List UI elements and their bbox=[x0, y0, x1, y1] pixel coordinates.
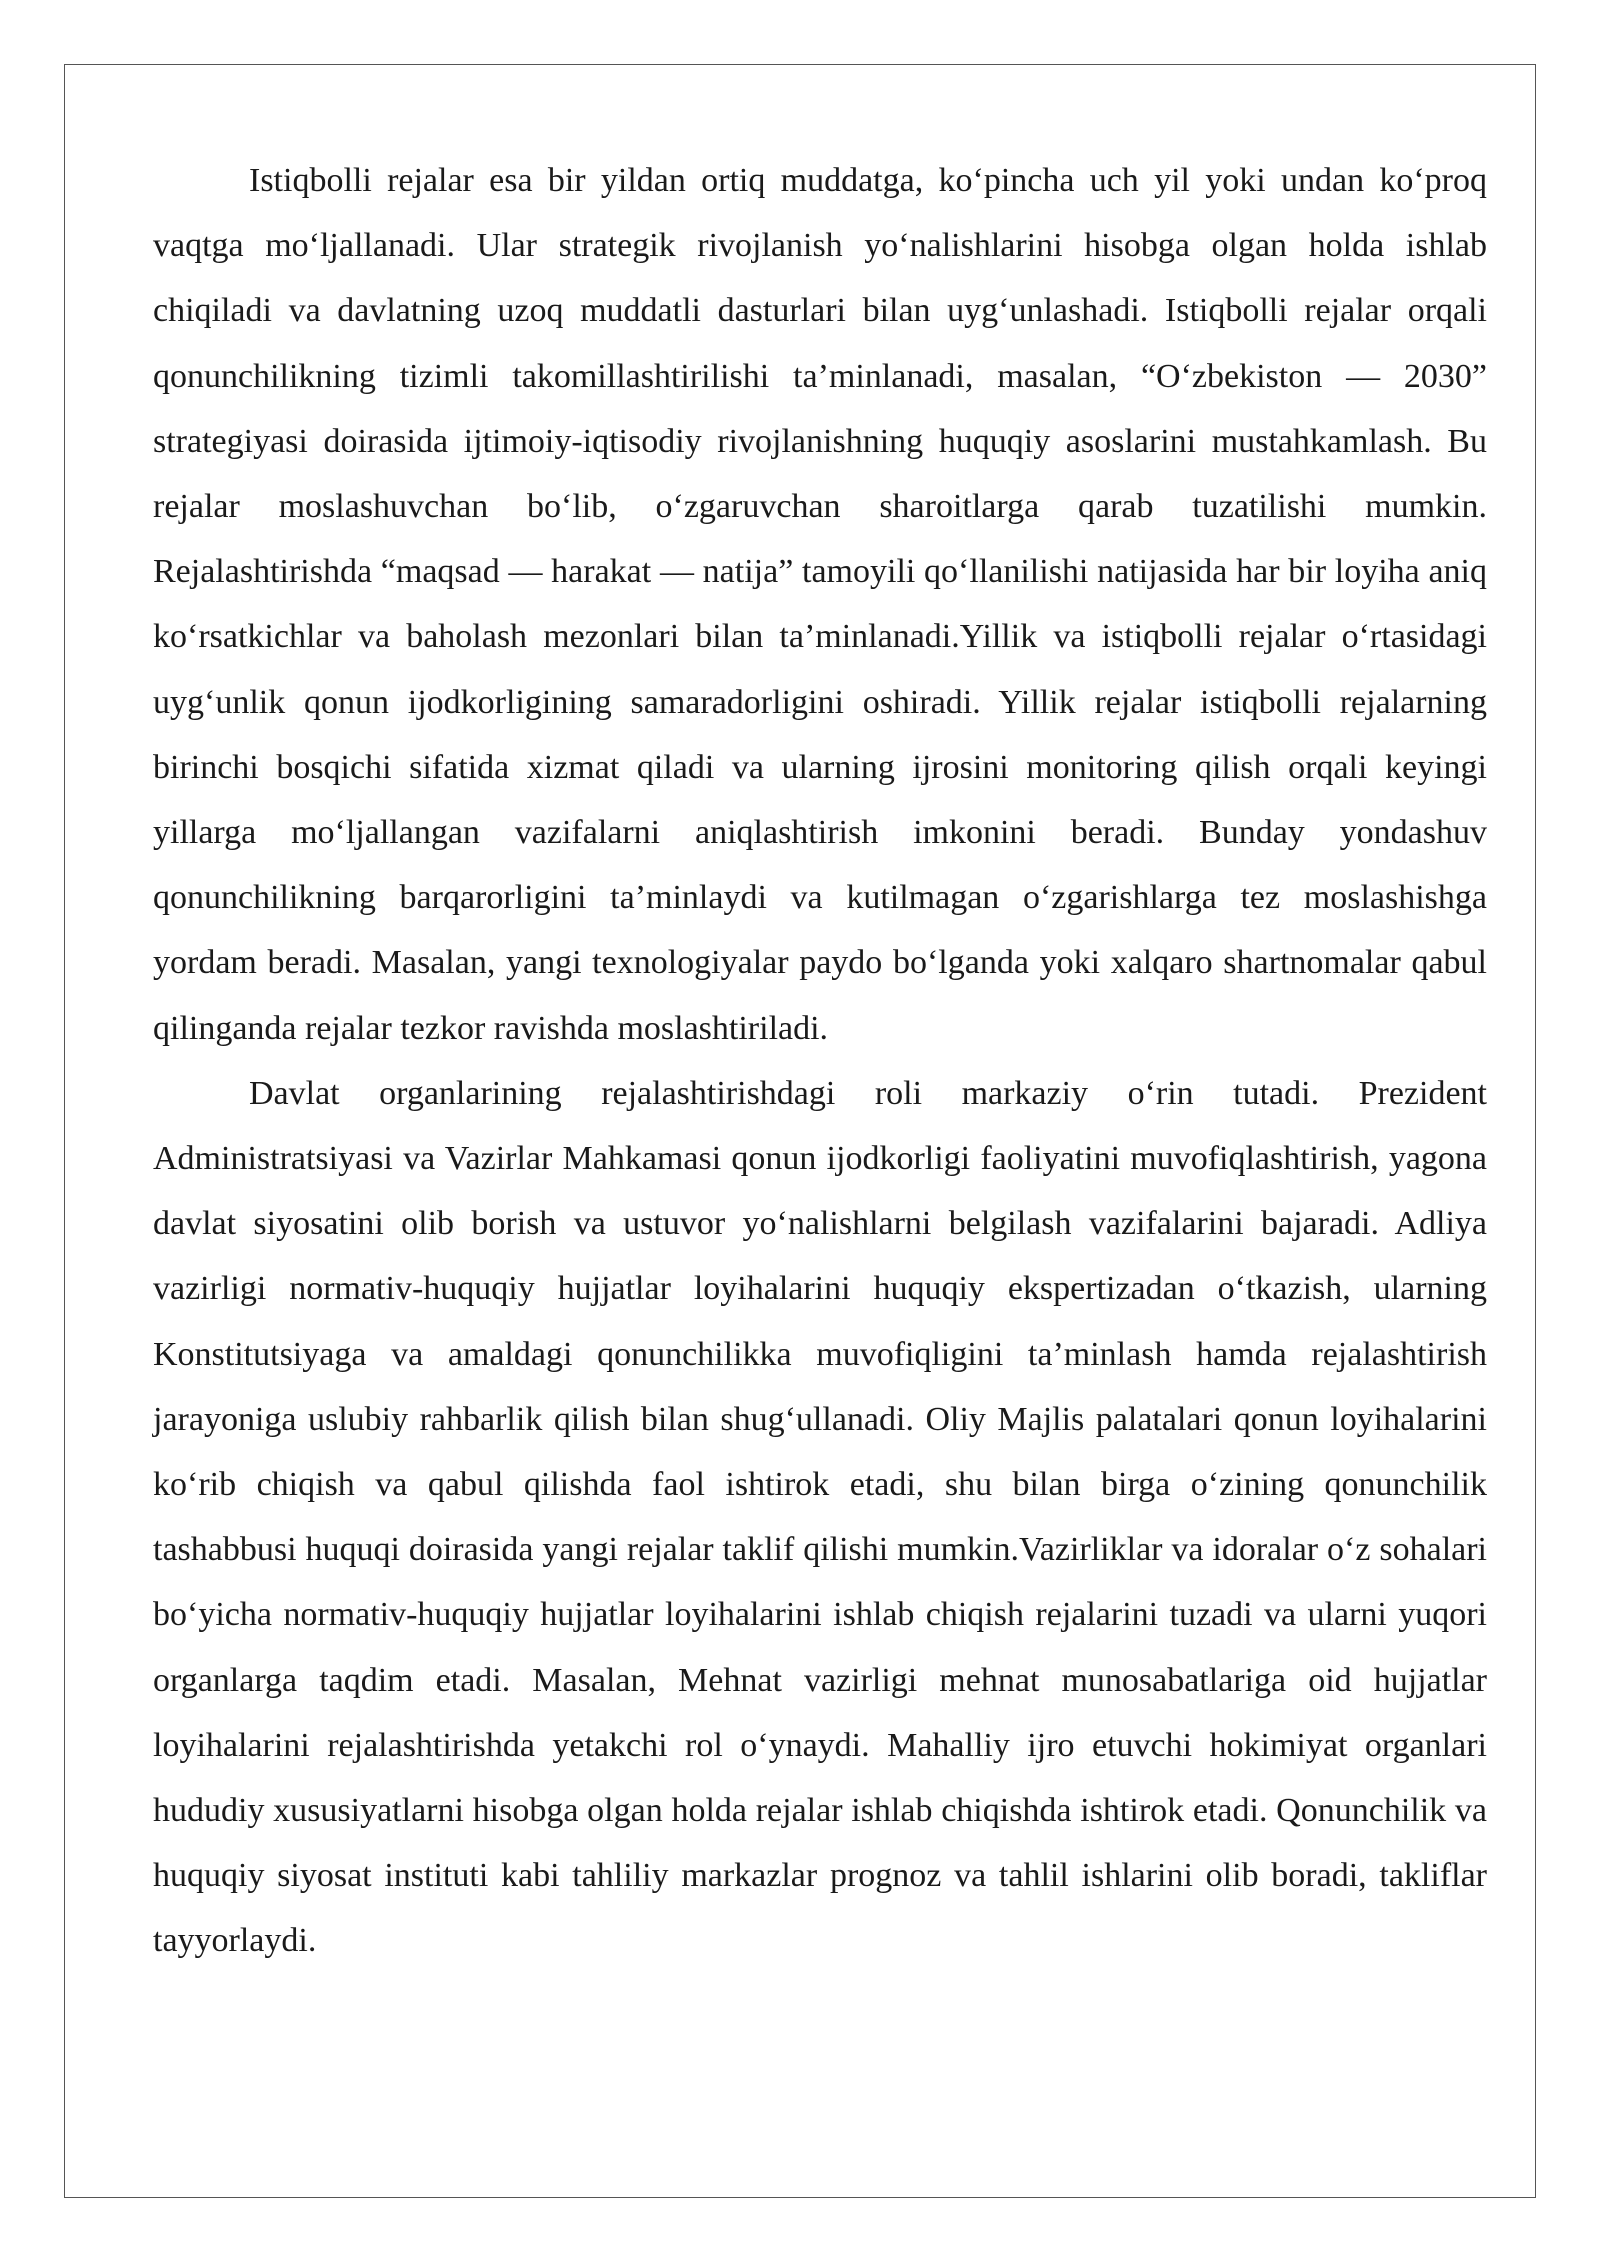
paragraph-1: Istiqbolli rejalar esa bir yildan ortiq muddatga, ko‘pincha uch yil yoki undan ko‘proq vaqtga mo‘ljallanadi. Ular strategik rivojlanish yo‘nalishlarini hisobga olgan holda ishlab chiqiladi va davlatning uzoq muddatli dasturlari bilan uyg‘unlashadi. Istiqbolli rejalar orqali qonunchilikning tizimli takomillashtirilishi ta’minlanadi, masalan, “O‘zbekiston — 2030” strategiyasi doirasida ijtimoiy-iqtisodiy rivojlanishning huquqiy asoslarini mustahkamlash. Bu rejalar moslashuvchan bo‘lib, o‘zgaruvchan sharoitlarga qarab tuzatilishi mumkin. Rejalashtirishda “maqsad — harakat — natija” tamoyili qo‘llanilishi natijasida har bir loyiha aniq ko‘rsatkichlar va baholash mezonlari bilan ta’minlanadi.Yillik va istiqbolli rejalar o‘rtasidagi uyg‘unlik qonun ijodkorligining samaradorligini oshiradi. Yillik rejalar istiqbolli rejalarning birinchi bosqichi sifatida xizmat qiladi va ularning ijrosini monitoring qilish orqali keyingi yillarga mo‘ljallangan vazifalarni aniqlashtirish imkonini beradi. Bunday yondashuv qonunchilikning barqarorligini ta’minlaydi va kutilmagan o‘zgarishlarga tez moslashishga yordam beradi. Masalan, yangi texnologiyalar paydo bo‘lganda yoki xalqaro shartnomalar qabul qilinganda rejalar tezkor ravishda moslashtiriladi. bbox=[153, 162, 1487, 1047]
document-body bbox=[153, 148, 1487, 1974]
paragraph-2: Davlat organlarining rejalashtirishdagi roli markaziy o‘rin tutadi. Prezident Administratsiyasi va Vazirlar Mahkamasi qonun ijodkorligi faoliyatini muvofiqlashtirish, yagona davlat siyosatini olib borish va ustuvor yo‘nalishlarni belgilash vazifalarini bajaradi. Adliya vazirligi normativ-huquqiy hujjatlar loyihalarini huquqiy ekspertizadan o‘tkazish, ularning Konstitutsiyaga va amaldagi qonunchilikka muvofiqligini ta’minlash hamda rejalashtirish jarayoniga uslubiy rahbarlik qilish bilan shug‘ullanadi. Oliy Majlis palatalari qonun loyihalarini ko‘rib chiqish va qabul qilishda faol ishtirok etadi, shu bilan birga o‘zining qonunchilik tashabbusi huquqi doirasida yangi rejalar taklif qilishi mumkin.Vazirliklar va idoralar o‘z sohalari bo‘yicha normativ-huquqiy hujjatlar loyihalarini ishlab chiqish rejalarini tuzadi va ularni yuqori organlarga taqdim etadi. Masalan, Mehnat vazirligi mehnat munosabatlariga oid hujjatlar loyihalarini rejalashtirishda yetakchi rol o‘ynaydi. Mahalliy ijro etuvchi hokimiyat organlari hududiy xususiyatlarni hisobga olgan holda rejalar ishlab chiqishda ishtirok etadi. Qonunchilik va huquqiy siyosat instituti kabi tahliliy markazlar prognoz va tahlil ishlarini olib boradi, takliflar tayyorlaydi. bbox=[153, 1074, 1487, 1960]
